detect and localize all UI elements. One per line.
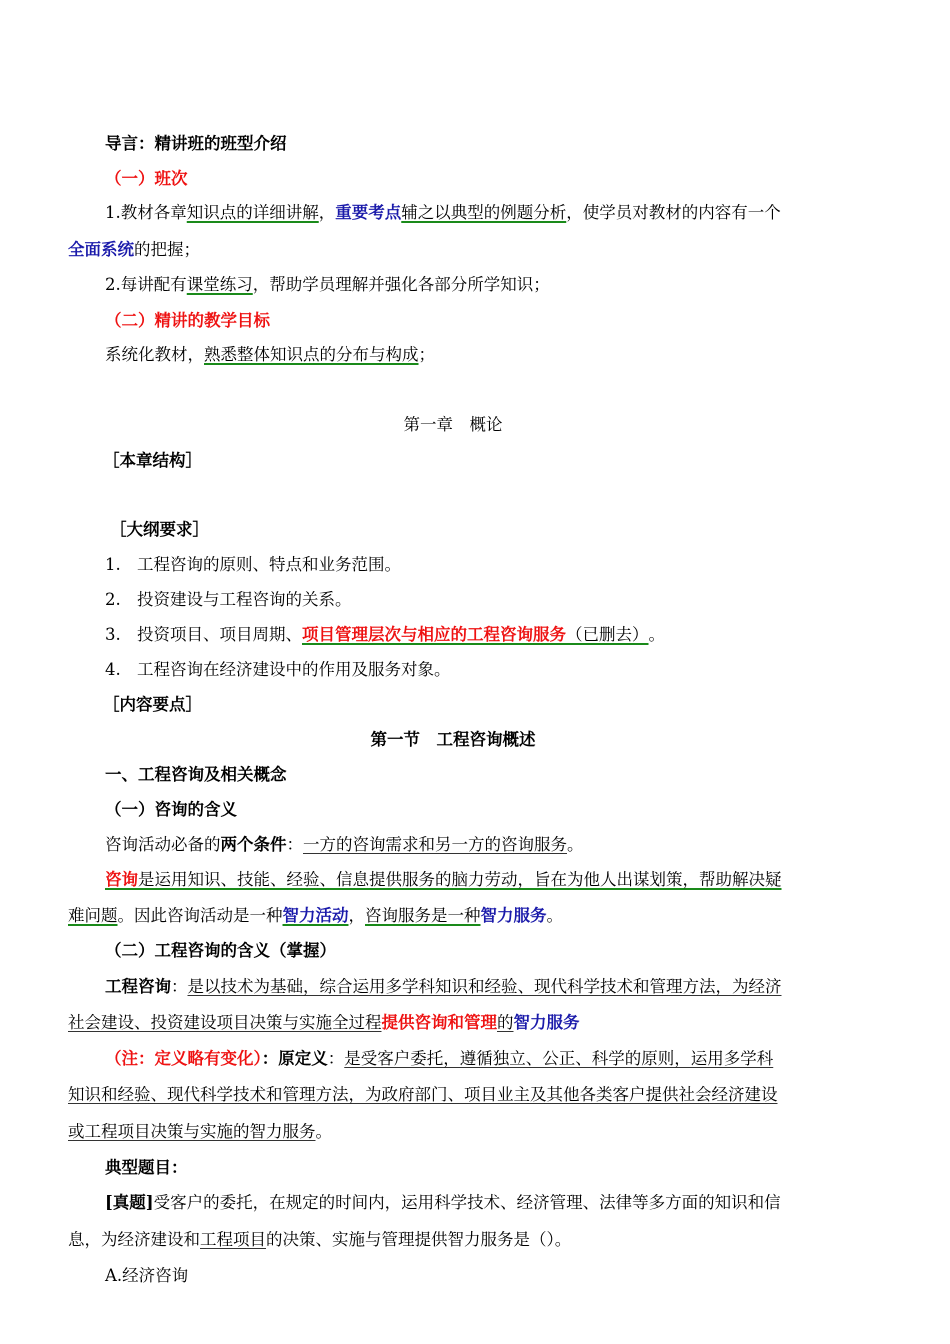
- outline-item-2: 2. 投资建设与工程咨询的关系。: [105, 590, 352, 609]
- outline-item-3: 3. 投资项目、项目周期、 项目管理层次与相应的工程咨询服务 （已删去） 。: [105, 625, 665, 644]
- intro-paragraph-1-line-2: 全面系统的把握；: [68, 240, 200, 259]
- outline-label: ［大纲要求］: [110, 520, 209, 539]
- intro-title: 导言：精讲班的班型介绍: [105, 134, 287, 153]
- question-line-1: [真题]受客户的委托，在规定的时间内，运用科学技术、经济管理、法律等多方面的知识和信: [105, 1193, 781, 1212]
- question-line-2: 息，为经济建设和工程项目的决策、实施与管理提供智力服务是（）。: [68, 1230, 572, 1249]
- consult-conditions: 咨询活动必备的两个条件：一方的咨询需求和另一方的咨询服务。: [105, 835, 584, 854]
- chapter-title: 第一章 概论: [403, 415, 503, 434]
- engineering-definition-line-2: 社会建设、投资建设项目决策与实施全过程提供咨询和管理的智力服务: [68, 1013, 580, 1032]
- consult-definition-line-1: 咨询是运用知识、技能、经验、信息提供服务的脑力劳动，旨在为他人出谋划策，帮助解决疑: [105, 870, 782, 889]
- outline-item-1: 1. 工程咨询的原则、特点和业务范围。: [105, 555, 401, 574]
- typical-questions-label: 典型题目：: [105, 1158, 188, 1177]
- intro-section-1-title: （一）班次: [105, 169, 188, 188]
- heading-3: （二）工程咨询的含义（掌握）: [105, 941, 336, 960]
- consult-definition-line-2: 难问题。因此咨询活动是一种智力活动，咨询服务是一种智力服务。: [68, 906, 563, 925]
- intro-section-2-title: （二）精讲的教学目标: [105, 311, 270, 330]
- note-line-3: 或工程项目决策与实施的智力服务。: [68, 1122, 332, 1141]
- engineering-definition-line-1: 工程咨询：是以技术为基础，综合运用多学科知识和经验、现代科学技术和管理方法，为经济: [105, 977, 782, 996]
- chapter-structure-label: ［本章结构］: [103, 451, 202, 470]
- intro-paragraph-1-line-1: 1.教材各章知识点的详细讲解，重要考点辅之以典型的例题分析，使学员对教材的内容有一个: [105, 203, 781, 222]
- intro-paragraph-3: 系统化教材，熟悉整体知识点的分布与构成；: [105, 345, 435, 364]
- answer-option-a: A.经济咨询: [105, 1266, 189, 1285]
- section-title: 第一节 工程咨询概述: [370, 730, 536, 749]
- note-line-2: 知识和经验、现代科学技术和管理方法，为政府部门、项目业主及其他各类客户提供社会经济建设: [68, 1085, 778, 1104]
- intro-paragraph-2: 2.每讲配有课堂练习，帮助学员理解并强化各部分所学知识；: [105, 275, 550, 294]
- heading-1: 一、工程咨询及相关概念: [105, 765, 287, 784]
- heading-2: （一）咨询的含义: [105, 800, 237, 819]
- content-points-label: ［内容要点］: [103, 695, 202, 714]
- outline-item-4: 4. 工程咨询在经济建设中的作用及服务对象。: [105, 660, 451, 679]
- note-line-1: （注：定义略有变化）：原定义：是受客户委托，遵循独立、公正、科学的原则，运用多学科: [105, 1049, 774, 1068]
